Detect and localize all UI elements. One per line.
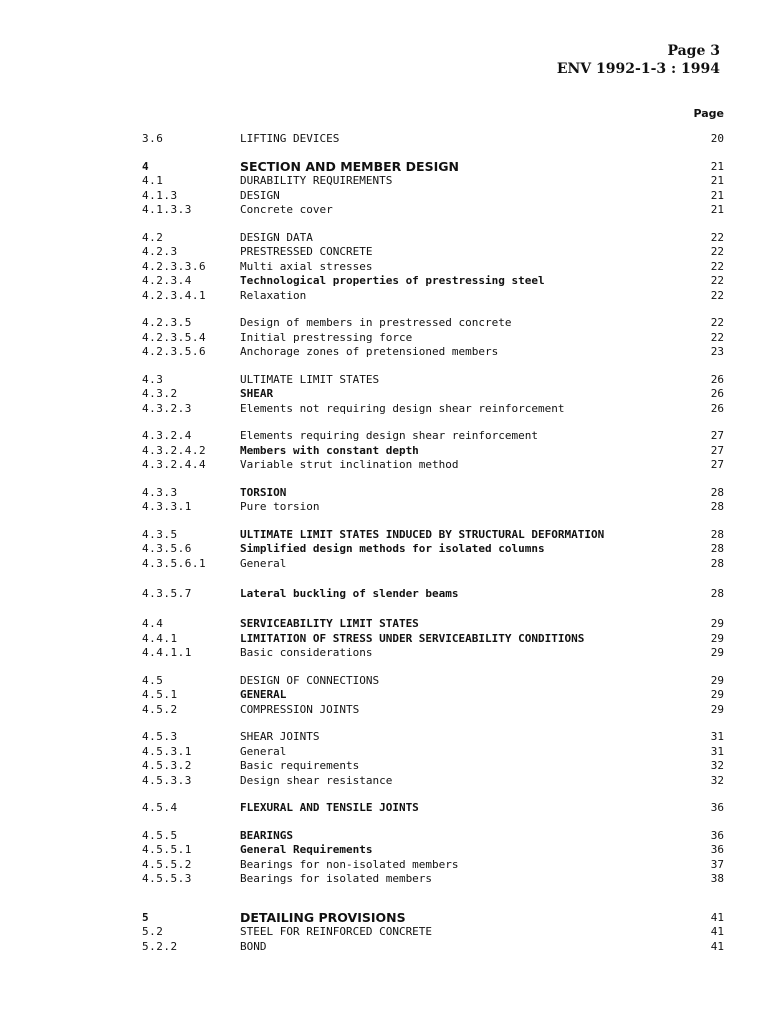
- toc-entry: [0, 542, 768, 557]
- section-number: 4.3.3: [142, 485, 178, 499]
- toc-entry: [0, 688, 768, 703]
- toc-entry: [0, 231, 768, 246]
- page-number: 23: [710, 345, 724, 358]
- section-title: Variable strut inclination method: [240, 458, 459, 471]
- section-number: 4.4: [142, 617, 164, 630]
- page-number: 28: [710, 527, 724, 541]
- toc-entry: [0, 331, 768, 346]
- toc-entry: [0, 260, 768, 275]
- page-number: 28: [710, 556, 724, 570]
- section-number: 4.2.3.4.1: [142, 288, 207, 302]
- page-number: 21: [710, 188, 724, 202]
- toc-entry: [0, 801, 768, 816]
- toc-entry: [0, 189, 768, 204]
- section-number: 4.3.5: [142, 527, 178, 541]
- section-number: 4.5.3.3: [142, 773, 192, 787]
- section-number: 4.4.1: [142, 631, 178, 645]
- page-number-label: Page 3: [667, 43, 720, 59]
- section-title: Elements requiring design shear reinforcement: [240, 429, 539, 442]
- section-title: Elements not requiring design shear reinforcement: [240, 401, 565, 415]
- section-number: 4.5.2: [142, 702, 178, 716]
- page-number: 22: [710, 288, 724, 302]
- page-number: 41: [710, 910, 724, 924]
- toc-entry: [0, 402, 768, 417]
- section-number: 4.5.3.2: [142, 759, 192, 772]
- toc-entry: [0, 274, 768, 289]
- page-number: 22: [710, 316, 724, 329]
- page-number: 22: [710, 245, 724, 258]
- toc-entry: [0, 911, 768, 926]
- page-column-heading: Page: [693, 107, 724, 120]
- section-number: 5: [142, 910, 150, 924]
- page-number: 29: [710, 673, 724, 687]
- toc-entry: [0, 858, 768, 873]
- section-title: SERVICEABILITY LIMIT STATES: [240, 617, 419, 630]
- section-number: 4.5.5.3: [142, 872, 192, 885]
- page-number: 28: [710, 500, 724, 513]
- toc-entry: [0, 387, 768, 402]
- toc-entry: [0, 289, 768, 304]
- toc-entry: [0, 646, 768, 661]
- toc-entry: [0, 429, 768, 444]
- section-title: Relaxation: [240, 288, 307, 302]
- toc-entry: [0, 458, 768, 473]
- page-number: 29: [710, 702, 724, 716]
- section-title: GENERAL: [240, 688, 287, 701]
- page-number: 29: [710, 646, 724, 659]
- section-title: Pure torsion: [240, 500, 320, 513]
- toc-entry: [0, 843, 768, 858]
- section-title: General Requirements: [240, 843, 373, 856]
- section-title: SECTION AND MEMBER DESIGN: [240, 158, 459, 174]
- section-number: 4.5.3.1: [142, 744, 192, 758]
- section-title: Technological properties of prestressing steel: [240, 274, 545, 287]
- section-number: 4.3: [142, 372, 164, 386]
- section-number: 4.5.5: [142, 828, 178, 842]
- section-title: DURABILITY REQUIREMENTS: [240, 174, 393, 187]
- toc-entry: [0, 872, 768, 887]
- section-title: DETAILING PROVISIONS: [240, 909, 406, 925]
- toc-entry: [0, 174, 768, 189]
- section-title: Basic requirements: [240, 759, 360, 772]
- toc-entry: [0, 617, 768, 632]
- section-title: FLEXURAL AND TENSILE JOINTS: [240, 801, 419, 814]
- section-number: 4.1: [142, 174, 164, 187]
- section-title: Simplified design methods for isolated columns: [240, 542, 545, 555]
- section-number: 4.5: [142, 673, 164, 687]
- section-number: 4.2.3.3.6: [142, 259, 207, 273]
- page-number: 32: [710, 773, 724, 787]
- section-number: 4.2.3.4: [142, 274, 192, 287]
- toc-entry: [0, 940, 768, 955]
- section-title: TORSION: [240, 485, 287, 499]
- page-number: 27: [710, 458, 724, 471]
- page-number: 38: [710, 872, 724, 885]
- section-title: General: [240, 556, 287, 570]
- section-title: Initial prestressing force: [240, 330, 413, 344]
- section-title: SHEAR: [240, 387, 274, 400]
- page-number: 31: [710, 730, 724, 743]
- toc-entry: [0, 759, 768, 774]
- page-number: 36: [710, 843, 724, 856]
- section-number: 4.2.3.5.4: [142, 330, 207, 344]
- toc-entry: [0, 132, 768, 147]
- section-title: Design of members in prestressed concrete: [240, 316, 512, 329]
- section-number: 4.3.2.4: [142, 429, 192, 442]
- toc-entry: [0, 584, 768, 604]
- section-number: 5.2: [142, 925, 164, 938]
- document-identifier: ENV 1992-1-3 : 1994: [556, 61, 720, 77]
- toc-entry: [0, 500, 768, 515]
- toc-entry: [0, 444, 768, 459]
- section-title: PRESTRESSED CONCRETE: [240, 245, 373, 258]
- page-number: 28: [710, 542, 724, 555]
- section-number: 4.3.5.7: [142, 587, 192, 600]
- section-title: LIMITATION OF STRESS UNDER SERVICEABILITY CONDITIONS: [240, 631, 585, 645]
- page-number: 20: [710, 132, 724, 145]
- section-title: Bearings for isolated members: [240, 872, 433, 885]
- page-number: 22: [710, 259, 724, 273]
- section-title: SHEAR JOINTS: [240, 730, 320, 743]
- page-number: 29: [710, 631, 724, 645]
- section-number: 4.3.3.1: [142, 500, 192, 513]
- page-number: 36: [710, 828, 724, 842]
- section-number: 4.5.5.2: [142, 857, 192, 871]
- toc-entry: [0, 160, 768, 175]
- page-number: 41: [710, 925, 724, 938]
- toc-entry: [0, 528, 768, 543]
- toc-entry: [0, 745, 768, 760]
- page-number: 27: [710, 429, 724, 442]
- page-number: 28: [710, 485, 724, 499]
- section-number: 4.1.3.3: [142, 203, 192, 216]
- section-number: 4: [142, 159, 150, 173]
- section-number: 4.3.2.3: [142, 401, 192, 415]
- section-number: 4.5.5.1: [142, 843, 192, 856]
- section-title: Lateral buckling of slender beams: [240, 587, 459, 600]
- section-title: DESIGN: [240, 188, 280, 202]
- page-number: 29: [710, 688, 724, 701]
- section-title: BEARINGS: [240, 828, 293, 842]
- section-title: ULTIMATE LIMIT STATES: [240, 372, 380, 386]
- toc-entry: [0, 486, 768, 501]
- toc-entry: [0, 345, 768, 360]
- section-title: Members with constant depth: [240, 443, 419, 457]
- section-title: STEEL FOR REINFORCED CONCRETE: [240, 925, 433, 938]
- section-title: General: [240, 744, 287, 758]
- page-number: 36: [710, 801, 724, 814]
- page-number: 41: [710, 939, 724, 953]
- section-number: 4.2.3.5.6: [142, 345, 207, 358]
- toc-entry: [0, 730, 768, 745]
- page-number: 26: [710, 387, 724, 400]
- section-number: 5.2.2: [142, 939, 178, 953]
- page-number: 27: [710, 443, 724, 457]
- toc-entry: [0, 774, 768, 789]
- section-title: Bearings for non-isolated members: [240, 857, 459, 871]
- section-title: Design shear resistance: [240, 773, 393, 787]
- toc-entry: [0, 674, 768, 689]
- section-number: 4.5.4: [142, 801, 178, 814]
- toc-entry: [0, 829, 768, 844]
- page-number: 21: [710, 203, 724, 216]
- section-title: COMPRESSION JOINTS: [240, 702, 360, 716]
- section-number: 4.3.2: [142, 387, 178, 400]
- section-number: 4.5.3: [142, 730, 178, 743]
- page-number: 21: [710, 159, 724, 173]
- page-number: 31: [710, 744, 724, 758]
- section-number: 4.2.3.5: [142, 316, 192, 329]
- section-title: BOND: [240, 939, 267, 953]
- section-number: 4.3.2.4.2: [142, 443, 207, 457]
- page-number: 26: [710, 401, 724, 415]
- page-number: 22: [710, 230, 724, 244]
- section-title: DESIGN DATA: [240, 230, 313, 244]
- section-number: 4.4.1.1: [142, 646, 192, 659]
- section-number: 4.3.5.6.1: [142, 556, 207, 570]
- section-title: Concrete cover: [240, 203, 333, 216]
- page-number: 22: [710, 330, 724, 344]
- page-number: 28: [710, 587, 724, 600]
- page-number: 32: [710, 759, 724, 772]
- toc-entry: [0, 557, 768, 572]
- toc-entry: [0, 245, 768, 260]
- section-title: Basic considerations: [240, 646, 373, 659]
- toc-entry: [0, 373, 768, 388]
- section-title: ULTIMATE LIMIT STATES INDUCED BY STRUCTURAL DEFORMATION: [240, 527, 605, 541]
- toc-entry: [0, 632, 768, 647]
- section-number: 3.6: [142, 132, 164, 145]
- section-number: 4.3.2.4.4: [142, 458, 207, 471]
- section-title: Anchorage zones of pretensioned members: [240, 345, 499, 358]
- page-number: 22: [710, 274, 724, 287]
- section-title: LIFTING DEVICES: [240, 132, 340, 145]
- section-number: 4.3.5.6: [142, 542, 192, 555]
- toc-entry: [0, 203, 768, 218]
- toc-entry: [0, 703, 768, 718]
- page-header: [557, 42, 720, 78]
- page-number: 29: [710, 617, 724, 630]
- section-number: 4.5.1: [142, 688, 178, 701]
- section-number: 4.1.3: [142, 188, 178, 202]
- page-number: 21: [710, 174, 724, 187]
- toc-entry: [0, 316, 768, 331]
- section-title: Multi axial stresses: [240, 259, 373, 273]
- page-number: 37: [710, 857, 724, 871]
- toc-entry: [0, 925, 768, 940]
- page-number: 26: [710, 372, 724, 386]
- section-number: 4.2: [142, 230, 164, 244]
- section-number: 4.2.3: [142, 245, 178, 258]
- table-of-contents: [0, 132, 768, 954]
- section-title: DESIGN OF CONNECTIONS: [240, 673, 380, 687]
